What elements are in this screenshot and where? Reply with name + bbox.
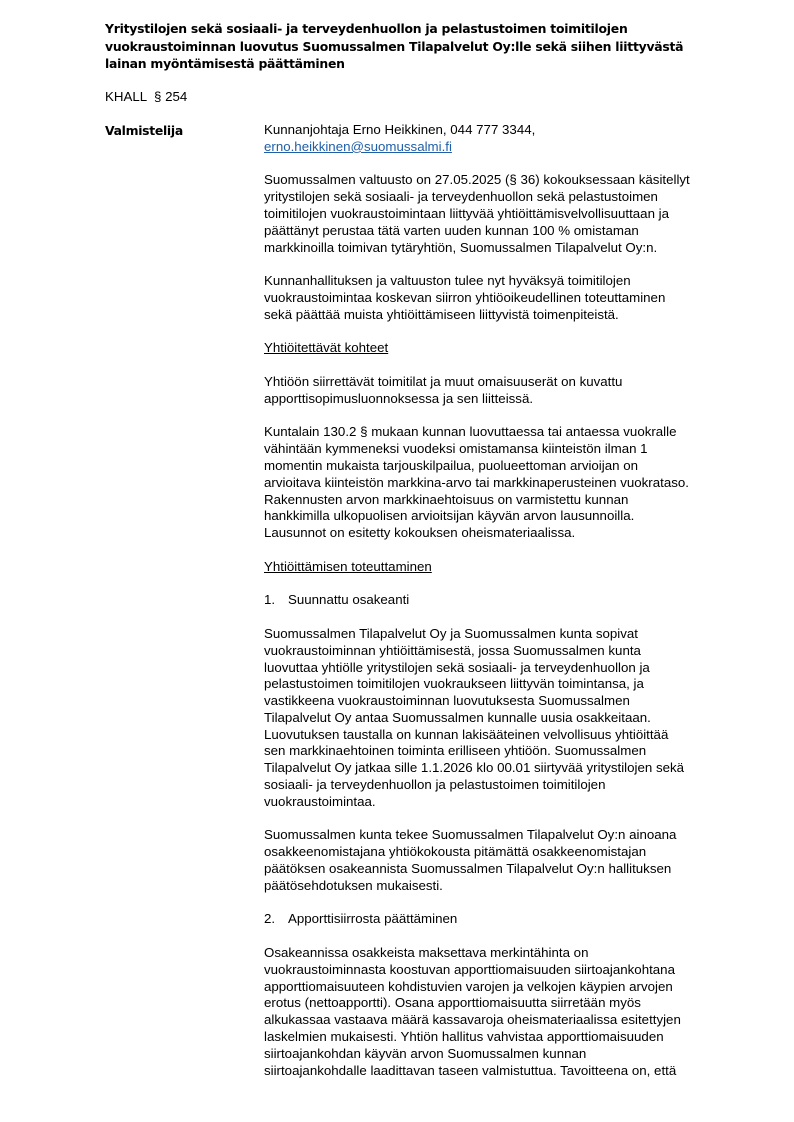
- subheading-incorporation-implementation: Yhtiöittämisen toteuttaminen: [264, 558, 432, 574]
- paragraph-approval-required: Kunnanhallituksen ja valtuuston tulee nyt hyväksyä toimitilojen vuokraustoimintaa koskevan siirron yhtiöoikeudellinen toteuttaminen sekä päättää muista yhtiöittämiseen liittyvistä toimenpiteistä.: [264, 273, 666, 322]
- document-body: [264, 122, 774, 1096]
- numbered-heading-share-issue: [264, 592, 774, 609]
- list-text: Suunnattu osakeanti: [288, 592, 410, 608]
- paragraph-shareholder-decision: Suomussalmen kunta tekee Suomussalmen Tilapalvelut Oy:n ainoana osakkeenomistajana yhtiökokousta pitämättä osakkeenomistajan päätöksen osakeannista Suomussalmen Tilapalvelut Oy:n hallituksen päätösehdotuksen mukaisesti.: [264, 827, 677, 893]
- paragraph-transferred-premises: Yhtiöön siirrettävät toimitilat ja muut omaisuuserät on kuvattu apporttisopimusluonnoksessa ja sen liitteissä.: [264, 373, 623, 406]
- document-title: Yritystilojen sekä sosiaali- ja terveydenhuollon ja pelastustoimen toimitilojen vuokraustoiminnan luovutus Suomussalmen Tilapalvelut Oy:lle sekä siihen liittyvästä lainan myöntämisestä päättäminen: [105, 21, 684, 71]
- paragraph-municipal-law: Kuntalain 130.2 § mukaan kunnan luovuttaessa tai antaessa vuokralle vähintään kymmeneksi vuodeksi omistamansa kiinteistön ilman 1 momentin mukaista tarjouskilpailua, puolueettoman arvioijan on arvioitava kiinteistön markkina-arvo tai markkinaperusteinen vuokrataso. Rakennusten arvon markkinaehtoisuus on varmistettu kunnan hankkimilla ulkopuolisen arvioitsijan käyvän arvon lausunnoilla. Lausunnot on esitetty kokouksen oheismateriaalissa.: [264, 424, 689, 541]
- numbered-heading-contribution-transfer: [264, 911, 774, 928]
- preparer-label: Valmistelija: [105, 123, 183, 138]
- paragraph-council-decision: Suomussalmen valtuusto on 27.05.2025 (§ 36) kokouksessaan käsitellyt yritystilojen sekä sosiaali- ja terveydenhuollon sekä pelastustoimen toimitilojen vuokraustoimintaan liittyvää yhtiöittämisvelvollisuuttaan ja päättänyt perustaa tätä varten uuden kunnan 100 % omistaman markkinoilla toimivan tytäryhtiön, Suomussalmen Tilapalvelut Oy:n.: [264, 172, 690, 255]
- list-text: Apporttisiirrosta päättäminen: [288, 911, 458, 927]
- list-number: 2.: [264, 911, 276, 927]
- subheading-incorporated-objects: Yhtiöitettävät kohteet: [264, 340, 389, 356]
- preparer-email-link[interactable]: erno.heikkinen@suomussalmi.fi: [264, 138, 452, 154]
- paragraph-share-issue-agreement: Suomussalmen Tilapalvelut Oy ja Suomussalmen kunta sopivat vuokraustoiminnan yhtiöittämisestä, jossa Suomussalmen kunta luovuttaa yhtiölle yritystilojen sekä sosiaali- ja terveydenhuollon ja pelastustoimen toimitilojen vuokraukseen liittyvän toimintansa, ja vastikkeena vuokraustoiminnan luovutuksesta Suomussalmen Tilapalvelut Oy antaa Suomussalmen kunnalle uusia osakkeitaan. Luovutuksen taustalla on kunnan lakisääteinen velvollisuus yhtiöittää sen markkinaehtoinen toiminta erilliseen yhtiöön. Suomussalmen Tilapalvelut Oy jatkaa sille 1.1.2026 klo 00.01 siirtyvää yritystilojen sekä sosiaali- ja terveydenhuollon ja pelastustoimen toimitilojen vuokraustoimintaa.: [264, 625, 685, 809]
- preparer-name-phone: Kunnanjohtaja Erno Heikkinen, 044 777 3344,: [264, 122, 536, 137]
- paragraph-subscription-price: Osakeannissa osakkeista maksettava merkintähinta on vuokraustoiminnasta koostuvan apporttiomaisuuden siirtoajankohtana apporttiomaisuuteen kohdistuvien varojen ja velkojen käypien arvojen erotus (nettoapportti). Osana apporttiomaisuutta siirretään myös alkukassaa vastaava määrä kassavaroja oheismateriaalissa esitettyjen laskelmien mukaisesti. Yhtiön hallitus vahvistaa apporttiomaisuuden siirtoajankohdan käyvän arvon Suomussalmen kunnan siirtoajankohdalle laadittavan taseen valmistuttua. Tavoitteena on, että: [264, 945, 681, 1078]
- section-reference: KHALL § 254: [105, 89, 188, 104]
- list-number: 1.: [264, 592, 276, 608]
- preparer-contact: [264, 122, 774, 156]
